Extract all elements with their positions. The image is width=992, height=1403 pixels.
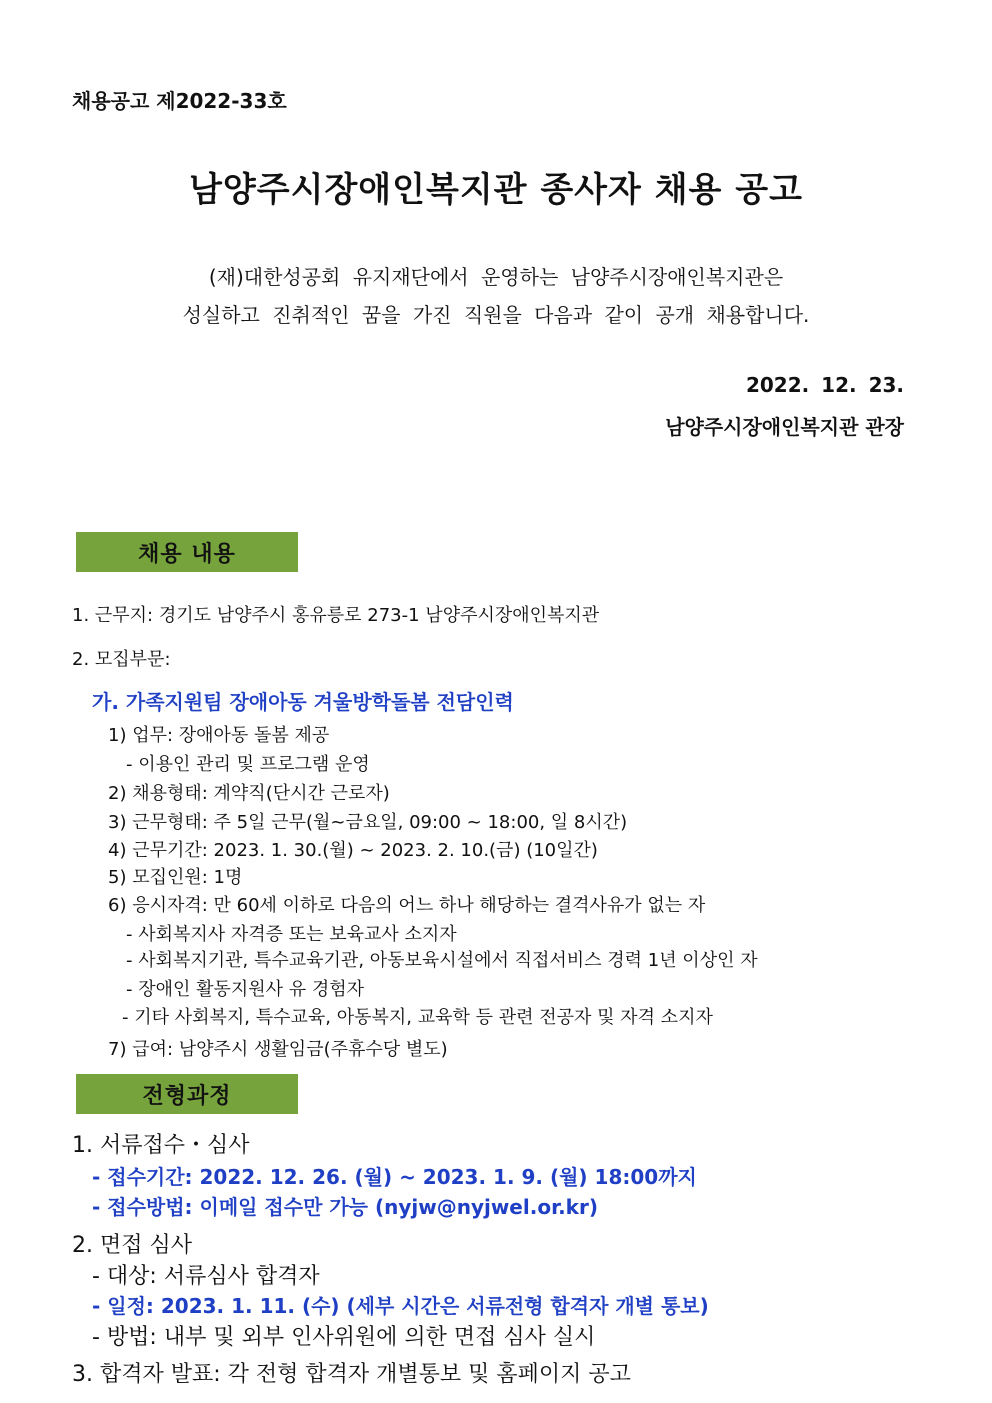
announcement-date: 2022. 12. 23. xyxy=(745,373,904,397)
item-work-period: 4) 근무기간: 2023. 1. 30.(월) ~ 2023. 2. 10.(금) (10일간) xyxy=(108,840,598,861)
item-work-schedule: 3) 근무형태: 주 5일 근무(월~금요일, 09:00 ~ 18:00, 일 8시간) xyxy=(108,812,628,833)
step-document-period: - 접수기간: 2022. 12. 26. (월) ~ 2023. 1. 9. (월) 18:00까지 xyxy=(92,1165,697,1189)
qualification-detail-4: - 기타 사회복지, 특수교육, 아동복지, 교육학 등 관련 전공자 및 자격 소지자 xyxy=(122,1007,713,1028)
section-heading-selection: 전형과정 xyxy=(76,1074,298,1114)
qualification-detail-1: - 사회복지사 자격증 또는 보육교사 소지자 xyxy=(126,924,457,945)
item-duty-detail: - 이용인 관리 및 프로그램 운영 xyxy=(126,754,370,775)
workplace-line: 1. 근무지: 경기도 남양주시 홍유릉로 273-1 남양주시장애인복지관 xyxy=(72,605,600,626)
step-interview-method: - 방법: 내부 및 외부 인사위원에 의한 면접 심사 실시 xyxy=(92,1325,596,1350)
qualification-detail-2: - 사회복지기관, 특수교육기관, 아동보육시설에서 직접서비스 경력 1년 이상인 자 xyxy=(126,950,758,971)
step-document-method: - 접수방법: 이메일 접수만 가능 (nyjw@nyjwel.or.kr) xyxy=(92,1195,598,1219)
step-interview-schedule: - 일정: 2023. 1. 11. (수) (세부 시간은 서류전형 합격자 개별 통보) xyxy=(92,1294,709,1318)
item-employment-type: 2) 채용형태: 계약직(단시간 근로자) xyxy=(108,783,390,804)
notice-number: 채용공고 제2022-33호 xyxy=(72,89,287,113)
dept-label: 2. 모집부문: xyxy=(72,649,171,670)
qualification-detail-3: - 장애인 활동지원사 유 경험자 xyxy=(126,979,365,1000)
intro-line-1: (재)대한성공회 유지재단에서 운영하는 남양주시장애인복지관은 xyxy=(208,265,784,289)
position-title: 가. 가족지원팀 장애아동 겨울방학돌봄 전담인력 xyxy=(92,690,514,714)
page-title: 남양주시장애인복지관 종사자 채용 공고 xyxy=(189,170,803,210)
step-document-review: 1. 서류접수・심사 xyxy=(72,1133,250,1158)
item-headcount: 5) 모집인원: 1명 xyxy=(108,867,243,888)
intro-line-2: 성실하고 진취적인 꿈을 가진 직원을 다음과 같이 공개 채용합니다. xyxy=(182,303,810,327)
item-qualification: 6) 응시자격: 만 60세 이하로 다음의 어느 하나 해당하는 결격사유가 없는 자 xyxy=(108,895,706,916)
signer: 남양주시장애인복지관 관장 xyxy=(665,415,904,439)
step-interview-target: - 대상: 서류심사 합격자 xyxy=(92,1264,320,1289)
step-announcement: 3. 합격자 발표: 각 전형 합격자 개별통보 및 홈페이지 공고 xyxy=(72,1362,631,1387)
section-heading-recruitment: 채용 내용 xyxy=(76,532,298,572)
step-interview: 2. 면접 심사 xyxy=(72,1233,192,1258)
item-salary: 7) 급여: 남양주시 생활임금(주휴수당 별도) xyxy=(108,1039,448,1060)
item-duty: 1) 업무: 장애아동 돌봄 제공 xyxy=(108,725,330,746)
